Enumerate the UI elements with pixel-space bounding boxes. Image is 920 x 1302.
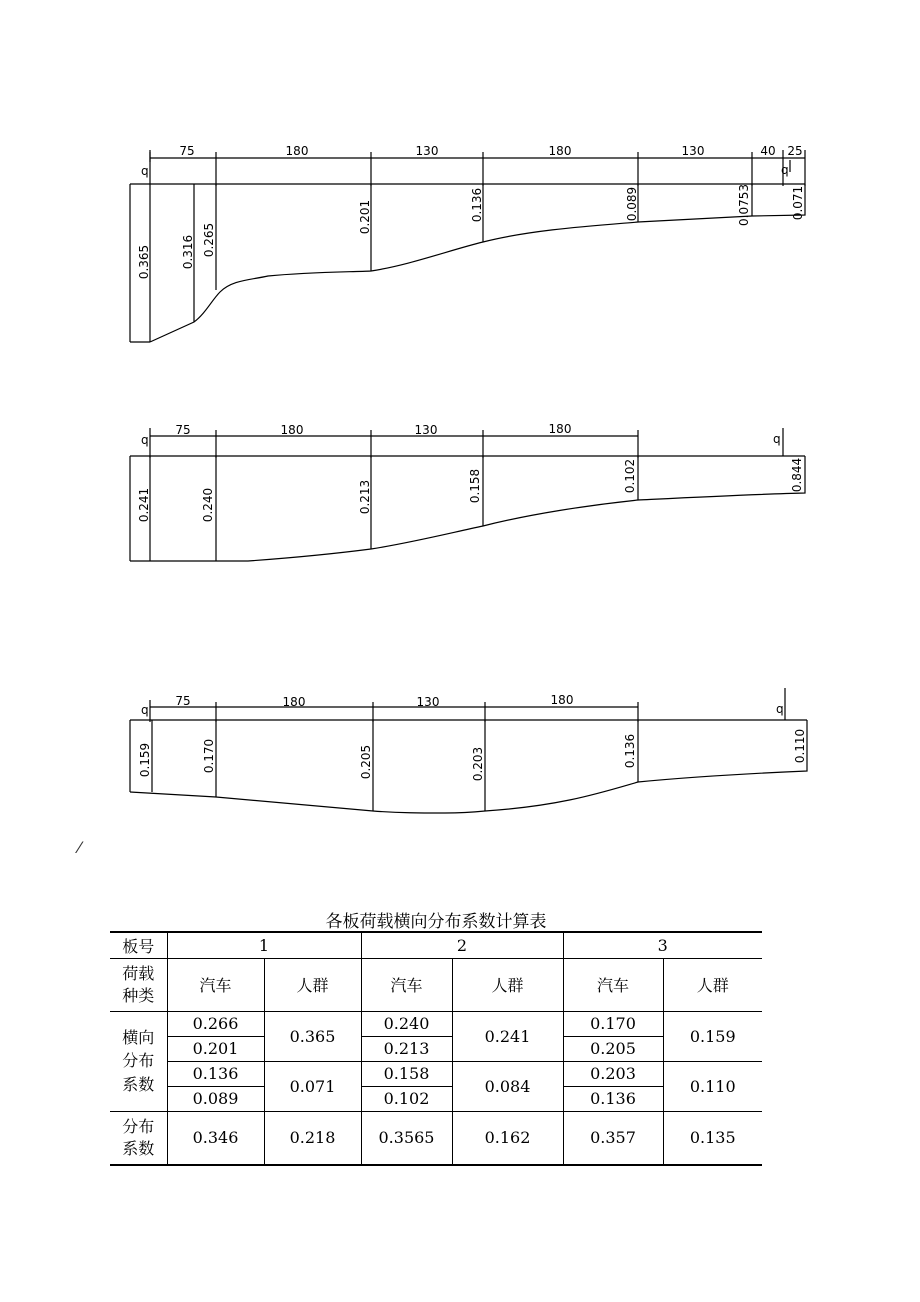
ordinate-label: 0.316 (181, 234, 195, 270)
value-cell: 0.158 (361, 1061, 452, 1086)
ordinate-label: 0.136 (470, 187, 484, 223)
value-cell: 0.089 (167, 1086, 264, 1111)
value-cell: 0.205 (563, 1036, 663, 1061)
table-row (110, 1111, 762, 1165)
value-cell: 0.240 (361, 1011, 452, 1036)
ordinate-label: 0.089 (625, 186, 639, 222)
ordinate-label: 0.241 (137, 487, 151, 523)
ordinate-label: 0.240 (201, 487, 215, 523)
dim-label: 180 (280, 423, 304, 437)
dist-value-cell: 0.3565 (361, 1111, 452, 1165)
dim-label: 130 (416, 695, 440, 709)
value-cell: 0.159 (663, 1011, 762, 1061)
dist-value-cell: 0.357 (563, 1111, 663, 1165)
dim-label: 180 (285, 144, 309, 158)
load-label-q: q (141, 703, 149, 717)
value-cell: 0.213 (361, 1036, 452, 1061)
dim-label: 75 (179, 144, 195, 158)
ordinate-label: 0.136 (623, 733, 637, 769)
load-type-cell: 汽车 (167, 958, 264, 1011)
table-caption: 各板荷载横向分布系数计算表 (325, 912, 547, 932)
load-label-q: q (141, 433, 149, 447)
dim-label: 180 (548, 144, 572, 158)
dim-label: 180 (282, 695, 306, 709)
ordinate-label: 0.265 (202, 222, 216, 258)
ordinate-label: 0.213 (358, 479, 372, 515)
value-cell: 0.365 (264, 1011, 361, 1061)
dim-label: 130 (681, 144, 705, 158)
value-cell: 0.170 (563, 1011, 663, 1036)
value-cell: 0.241 (452, 1011, 563, 1061)
load-type-cell: 汽车 (563, 958, 663, 1011)
distribution-coefficient-table (110, 931, 762, 1166)
value-cell: 0.136 (167, 1061, 264, 1086)
board-number-cell: 3 (563, 932, 762, 958)
load-type-cell: 人群 (264, 958, 361, 1011)
value-cell: 0.084 (452, 1061, 563, 1111)
ordinate-label: 0.205 (359, 744, 373, 780)
table-row (110, 958, 762, 1011)
table-row (110, 1011, 762, 1036)
dim-label: 180 (550, 693, 574, 707)
ordinate-label: 0.159 (138, 742, 152, 778)
load-type-cell: 汽车 (361, 958, 452, 1011)
ordinate-label: 0.844 (790, 457, 804, 493)
board-header-cell: 板号 (110, 932, 167, 958)
dim-label: 130 (414, 423, 438, 437)
ordinate-label: 0.0753 (737, 184, 751, 226)
ordinate-label: 0.170 (202, 738, 216, 774)
dist-value-cell: 0.135 (663, 1111, 762, 1165)
value-cell: 0.110 (663, 1061, 762, 1111)
ordinate-label: 0.071 (791, 185, 805, 221)
dim-label: 40 (760, 144, 776, 158)
ordinate-label: 0.102 (623, 458, 637, 494)
dim-label: 75 (175, 694, 191, 708)
value-cell: 0.201 (167, 1036, 264, 1061)
ordinate-label: 0.365 (137, 244, 151, 280)
value-cell: 0.266 (167, 1011, 264, 1036)
table-row (110, 932, 762, 958)
ordinate-label: 0.201 (358, 199, 372, 235)
board-number-cell: 1 (167, 932, 361, 958)
dim-label: 25 (787, 144, 803, 158)
dim-label: 130 (415, 144, 439, 158)
dist-value-cell: 0.218 (264, 1111, 361, 1165)
ordinate-label: 0.110 (793, 728, 807, 764)
influence-diagram-1 (130, 150, 805, 342)
influence-diagram-3 (130, 688, 807, 813)
stray-mark: ⁄ (78, 838, 81, 857)
load-type-header-cell: 荷载种类 (110, 958, 167, 1011)
ordinate-label: 0.158 (468, 468, 482, 504)
dist-value-cell: 0.162 (452, 1111, 563, 1165)
load-label-q: q (776, 702, 784, 716)
value-cell: 0.136 (563, 1086, 663, 1111)
load-label-q: q (781, 163, 789, 177)
ordinate-label: 0.203 (471, 746, 485, 782)
load-type-cell: 人群 (452, 958, 563, 1011)
value-cell: 0.102 (361, 1086, 452, 1111)
dist-header-cell: 分布系数 (110, 1111, 167, 1165)
load-type-cell: 人群 (663, 958, 762, 1011)
load-label-q: q (773, 432, 781, 446)
load-label-q: q (141, 164, 149, 178)
table-row (110, 1061, 762, 1086)
value-cell: 0.071 (264, 1061, 361, 1111)
dim-label: 180 (548, 422, 572, 436)
dim-label: 75 (175, 423, 191, 437)
value-cell: 0.203 (563, 1061, 663, 1086)
dist-value-cell: 0.346 (167, 1111, 264, 1165)
lateral-header-cell: 横向分布系数 (110, 1011, 167, 1111)
board-number-cell: 2 (361, 932, 563, 958)
